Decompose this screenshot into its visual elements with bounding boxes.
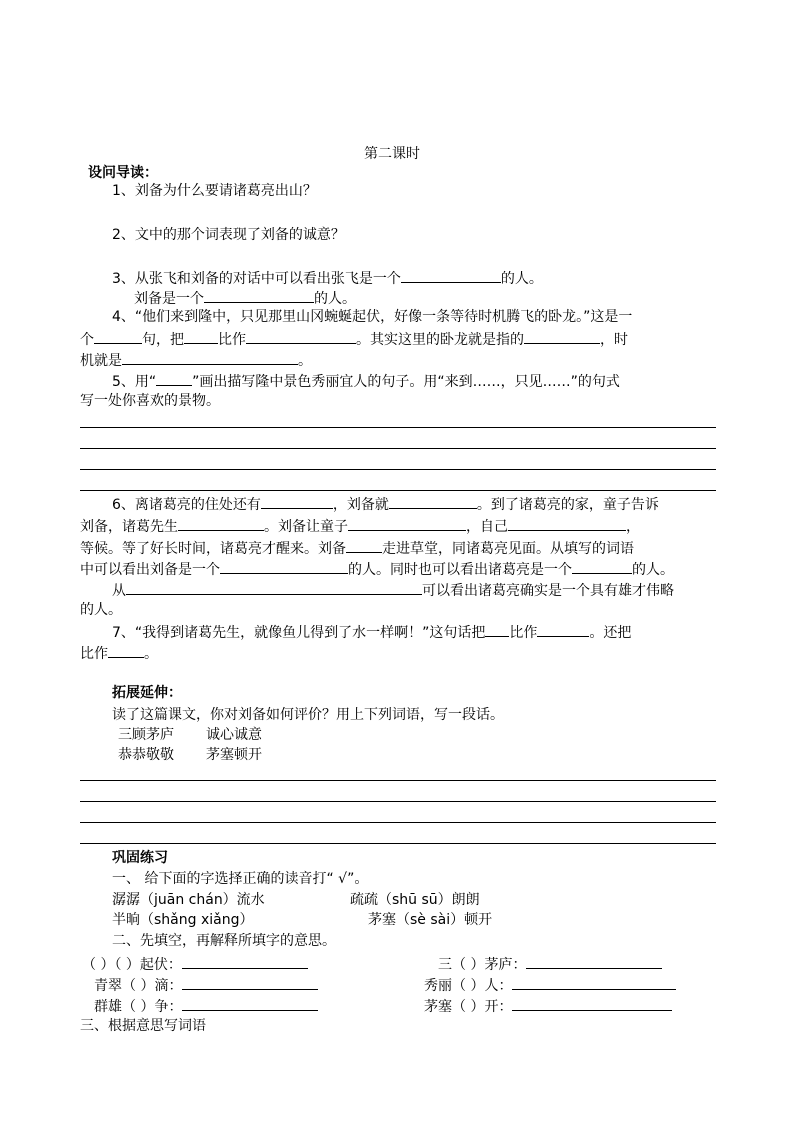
fill-item-1: （ ）（ ）起伏： bbox=[82, 954, 308, 974]
answer-blank[interactable] bbox=[204, 288, 314, 303]
answer-blank[interactable] bbox=[524, 329, 600, 344]
fill-item-5: 群雄（ ）争： bbox=[94, 996, 318, 1016]
writing-line[interactable] bbox=[80, 801, 716, 802]
writing-line[interactable] bbox=[80, 780, 716, 781]
answer-blank[interactable] bbox=[122, 350, 298, 365]
question-6-line5: 从 可以看出诸葛亮确实是一个具有雄才伟略 bbox=[112, 580, 674, 600]
writing-line[interactable] bbox=[80, 490, 716, 491]
question-7-line1: 7、“我得到诸葛先生，就像鱼儿得到了水一样啊！”这句话把 比作 。还把 bbox=[112, 622, 631, 642]
question-1: 1、刘备为什么要请诸葛亮出山？ bbox=[112, 183, 317, 199]
extension-prompt: 读了这篇课文，你对刘备如何评价？用上下列词语，写一段话。 bbox=[112, 707, 504, 723]
question-2: 2、文中的那个词表现了刘备的诚意？ bbox=[112, 227, 345, 243]
word-1: 三顾茅庐 bbox=[118, 727, 174, 743]
question-4-line3: 机就是 。 bbox=[80, 350, 312, 370]
practice-part-1: 一、 给下面的字选择正确的读音打“ √”。 bbox=[112, 871, 369, 887]
answer-blank[interactable] bbox=[537, 622, 589, 637]
word-3: 恭恭敬敬 bbox=[118, 747, 174, 763]
question-6-line6: 的人。 bbox=[80, 602, 122, 618]
question-4-line2: 个 句，把 比作 。其实这里的卧龙就是指的 ，时 bbox=[80, 329, 628, 349]
section-heading-extension: 拓展延伸： bbox=[112, 685, 182, 701]
word-4: 茅塞顿开 bbox=[206, 747, 262, 763]
answer-blank[interactable] bbox=[182, 996, 318, 1011]
question-7-line2: 比作 。 bbox=[80, 643, 158, 663]
writing-line[interactable] bbox=[80, 427, 716, 428]
answer-blank[interactable] bbox=[184, 329, 218, 344]
question-3-line2: 刘备是一个 的人。 bbox=[134, 288, 356, 308]
fill-item-3: 青翠（ ）滴： bbox=[94, 975, 318, 995]
practice-part-2: 二、先填空，再解释所填字的意思。 bbox=[112, 933, 336, 949]
question-4-line1: 4、“他们来到隆中，只见那里山冈蜿蜒起伏，好像一条等待时机腾飞的卧龙。”这是一 bbox=[112, 309, 633, 325]
answer-blank[interactable] bbox=[178, 516, 264, 531]
answer-blank[interactable] bbox=[512, 975, 676, 990]
section-heading-practice: 巩固练习 bbox=[112, 850, 168, 866]
question-6-line1: 6、离诸葛亮的住处还有 ，刘备就 。到了诸葛亮的家，童子告诉 bbox=[112, 494, 659, 514]
answer-blank[interactable] bbox=[389, 494, 477, 509]
answer-blank[interactable] bbox=[526, 954, 662, 969]
question-3-line1: 3、从张飞和刘备的对话中可以看出张飞是一个 的人。 bbox=[112, 268, 543, 288]
section-heading-guide: 设问导读： bbox=[88, 165, 158, 181]
writing-line[interactable] bbox=[80, 843, 716, 844]
question-6-line2: 刘备，诸葛先生 。刘备让童子 ，自己 ， bbox=[80, 516, 640, 536]
question-6-line3: 等候。等了好长时间，诸葛亮才醒来。刘备 走进草堂，同诸葛亮见面。从填写的词语 bbox=[80, 538, 634, 558]
question-6-line4: 中可以看出刘备是一个 的人。同时也可以看出诸葛亮是一个 的人。 bbox=[80, 559, 674, 579]
answer-blank[interactable] bbox=[182, 954, 308, 969]
fill-item-6: 茅塞（ ）开： bbox=[424, 996, 672, 1016]
pinyin-item-4[interactable]: 茅塞（sè sài）顿开 bbox=[368, 912, 493, 928]
answer-blank[interactable] bbox=[182, 975, 318, 990]
answer-blank[interactable] bbox=[512, 996, 672, 1011]
writing-line[interactable] bbox=[80, 822, 716, 823]
answer-blank[interactable] bbox=[346, 538, 382, 553]
question-5-line1: 5、用“ ”画出描写隆中景色秀丽宜人的句子。用“来到……，只见……”的句式 bbox=[112, 371, 620, 391]
answer-blank[interactable] bbox=[508, 516, 626, 531]
writing-line[interactable] bbox=[80, 469, 716, 470]
pinyin-item-2[interactable]: 疏疏（shū sū）朗朗 bbox=[350, 892, 480, 908]
answer-blank[interactable] bbox=[94, 329, 142, 344]
pinyin-item-3[interactable]: 半晌（shǎng xiǎng） bbox=[112, 912, 254, 928]
practice-part-3: 三、根据意思写词语 bbox=[80, 1018, 206, 1034]
answer-blank[interactable] bbox=[572, 559, 632, 574]
answer-blank[interactable] bbox=[156, 371, 192, 386]
answer-blank[interactable] bbox=[108, 643, 144, 658]
answer-blank[interactable] bbox=[485, 622, 509, 637]
fill-item-2: 三（ ）茅庐： bbox=[438, 954, 662, 974]
answer-blank[interactable] bbox=[261, 494, 333, 509]
writing-line[interactable] bbox=[80, 448, 716, 449]
answer-blank[interactable] bbox=[220, 559, 348, 574]
pinyin-item-1[interactable]: 潺潺（juān chán）流水 bbox=[112, 892, 265, 908]
answer-blank[interactable] bbox=[401, 268, 501, 283]
page-title: 第二课时 bbox=[364, 146, 420, 162]
answer-blank[interactable] bbox=[126, 580, 422, 595]
word-2: 诚心诚意 bbox=[206, 727, 262, 743]
fill-item-4: 秀丽（ ）人： bbox=[424, 975, 676, 995]
answer-blank[interactable] bbox=[348, 516, 466, 531]
question-5-line2: 写一处你喜欢的景物。 bbox=[80, 393, 220, 409]
answer-blank[interactable] bbox=[246, 329, 356, 344]
